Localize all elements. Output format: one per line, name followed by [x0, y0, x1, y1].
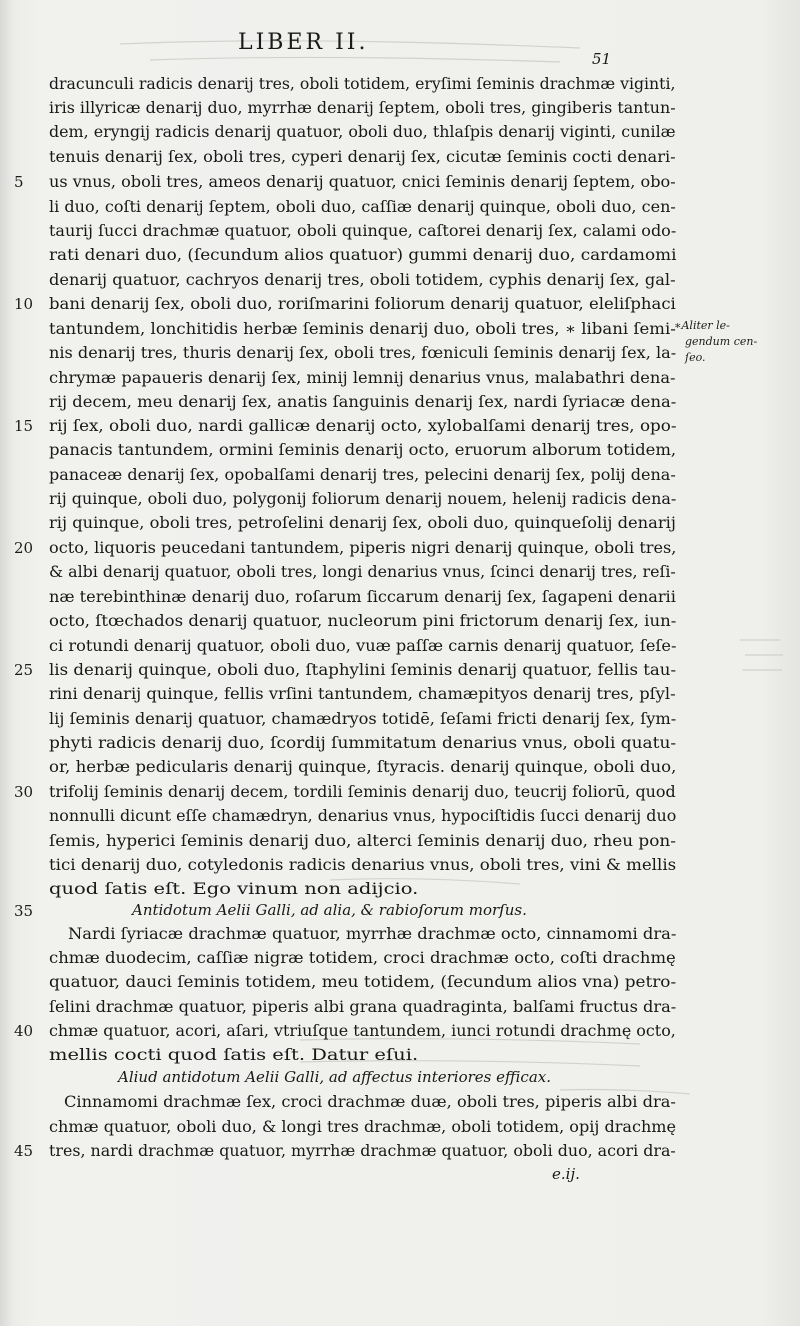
text-line: chmæ quatuor, acori, aſari, vtriuſque tantundem, iunci rotundi drachmę octo, — [49, 1022, 676, 1040]
line-number: 10 — [14, 295, 34, 313]
text-line: rij quinque, oboli duo, polygonij foliorum denarij nouem, helenij radicis dena- — [49, 490, 677, 508]
running-title: LIBER II. — [238, 30, 369, 55]
text-line: næ terebinthinæ denarij duo, roſarum ſiccarum denarij ſex, ſagapeni denarii — [49, 588, 676, 606]
text-line: chmæ duodecim, caſſiæ nigræ totidem, croci drachmæ octo, coſti drachmę — [49, 949, 676, 967]
margin-note-line: ∗Aliter le- — [674, 319, 730, 332]
text-line: tici denarij duo, cotyledonis radicis denarius vnus, oboli tres, vini & mellis — [49, 856, 677, 874]
text-line: chmæ quatuor, oboli duo, & longi tres drachmæ, oboli totidem, opij drachmę — [49, 1118, 677, 1136]
text-line: us vnus, oboli tres, ameos denarij quatuor, cnici ſeminis denarij ſeptem, obo- — [49, 173, 676, 191]
text-line: octo, liquoris peucedani tantundem, piperis nigri denarij quinque, oboli tres, — [49, 539, 677, 557]
text-line: ſemis, hyperici ſeminis denarij duo, alterci ſeminis denarij duo, rheu pon- — [49, 832, 676, 850]
line-number: 5 — [14, 173, 24, 191]
text-line: quatuor, dauci ſeminis totidem, meu totidem, (ſecundum alios vna) petro- — [49, 973, 677, 991]
text-line: rini denarij quinque, fellis vrſini tantundem, chamæpityos denarij tres, pſyl- — [49, 685, 676, 703]
margin-note — [674, 318, 757, 366]
margin-note-marker: ∗ — [674, 319, 682, 332]
text-line: tenuis denarij ſex, oboli tres, cyperi denarij ſex, cicutæ ſeminis cocti denari- — [49, 148, 676, 166]
text-line: panaceæ denarij ſex, opobalſami denarij tres, pelecini denarij ſex, polij dena- — [49, 466, 676, 484]
text-line: rati denari duo, (ſecundum alios quatuor) gummi denarij duo, cardamomi — [49, 246, 677, 264]
text-line: mellis cocti quod ſatis eſt. Datur eſui. — [49, 1046, 419, 1064]
line-number: 40 — [14, 1022, 34, 1040]
line-number: 20 — [14, 539, 34, 557]
text-line: lis denarij quinque, oboli duo, ſtaphylini ſeminis denarij quatuor, fellis tau- — [49, 661, 677, 679]
text-line: or, herbæ pedicularis denarij quinque, ſtyracis. denarij quinque, oboli duo, — [49, 758, 677, 776]
margin-note-line: gendum cen- — [685, 335, 758, 348]
text-line: rij quinque, oboli tres, petroſelini denarij ſex, oboli duo, quinqueſolij denarij — [49, 514, 676, 532]
signature-mark: e.ij. — [552, 1165, 580, 1183]
text-line: ci rotundi denarij quatuor, oboli duo, vuæ paſſæ carnis denarij quatuor, ſeſe- — [49, 637, 677, 655]
text-line: trifolij ſeminis denarij decem, tordili ſeminis denarij duo, teucrij foliorū, quod — [49, 783, 676, 801]
text-line: & albi denarij quatuor, oboli tres, longi denarius vnus, ſcinci denarij tres, reſi- — [49, 563, 676, 581]
text-line: panacis tantundem, ormini ſeminis denarij octo, eruorum alborum totidem, — [49, 441, 677, 459]
text-line: lij ſeminis denarij quatuor, chamædryos totidē, ſeſami fricti denarij ſex, ſym- — [49, 710, 677, 728]
line-number: 15 — [14, 417, 34, 435]
text-line: iris illyricæ denarij duo, myrrhæ denarij ſeptem, oboli tres, gingiberis tantun- — [49, 99, 676, 117]
text-line: denarij quatuor, cachryos denarij tres, oboli totidem, cyphis denarij ſex, gal- — [49, 271, 676, 289]
text-line: dracunculi radicis denarij tres, oboli totidem, eryſimi ſeminis drachmæ viginti, — [49, 75, 676, 93]
margin-note-line: ſeo. — [685, 351, 706, 364]
text-line: Nardi ſyriacæ drachmæ quatuor, myrrhæ drachmæ octo, cinnamomi dra- — [68, 925, 677, 943]
text-line: nis denarij tres, thuris denarij ſex, oboli tres, fœniculi ſeminis denarij ſex, la- — [49, 344, 677, 362]
text-line: tantundem, lonchitidis herbæ ſeminis denarij duo, oboli tres, ∗ libani ſemi- — [49, 320, 676, 338]
text-line: tres, nardi drachmæ quatuor, myrrhæ drachmæ quatuor, oboli duo, acori dra- — [49, 1142, 676, 1160]
text-line: ſelini drachmæ quatuor, piperis albi grana quadraginta, balſami fructus dra- — [49, 998, 677, 1016]
text-line: Cinnamomi drachmæ ſex, croci drachmæ duæ, oboli tres, piperis albi dra- — [64, 1093, 676, 1111]
line-number: 45 — [14, 1142, 34, 1160]
text-line: li duo, coſti denarij ſeptem, oboli duo, caſſiæ denarij quinque, oboli duo, cen- — [49, 198, 676, 216]
text-line: octo, ſtœchados denarij quatuor, nucleorum pini frictorum denarij ſex, iun- — [49, 612, 677, 630]
text-line: phyti radicis denarij duo, ſcordij ſummitatum denarius vnus, oboli quatu- — [49, 734, 677, 752]
line-number: 35 — [14, 902, 34, 920]
line-number: 25 — [14, 661, 34, 679]
text-line: rij decem, meu denarij ſex, anatis ſanguinis denarij ſex, nardi ſyriacæ dena- — [49, 393, 677, 411]
text-line: quod ſatis eſt. Ego vinum non adijcio. — [49, 880, 419, 898]
text-line: nonnulli dicunt eſſe chamædryn, denarius vnus, hypociſtidis ſucci denarij duo — [49, 807, 677, 825]
text-line: taurij ſucci drachmæ quatuor, oboli quinque, caſtorei denarij ſex, calami odo- — [49, 222, 677, 240]
text-line: chrymæ papaueris denarij ſex, minij lemnij denarius vnus, malabathri dena- — [49, 369, 676, 387]
section-heading-aliud-antidotum: Aliud antidotum Aelii Galli, ad affectus interiores efficax. — [118, 1068, 551, 1086]
line-number: 30 — [14, 783, 34, 801]
text-line: dem, eryngij radicis denarij quatuor, oboli duo, thlaſpis denarij viginti, cunilæ — [49, 123, 676, 141]
page-number: 51 — [592, 50, 612, 68]
text-line: bani denarij ſex, oboli duo, roriſmarini foliorum denarij quatuor, eleliſphaci — [49, 295, 676, 313]
section-heading-antidotum: Antidotum Aelii Galli, ad alia, & rabioſorum morſus. — [132, 901, 527, 919]
text-line: rij ſex, oboli duo, nardi gallicæ denarij octo, xylobalſami denarij tres, opo- — [49, 417, 677, 435]
